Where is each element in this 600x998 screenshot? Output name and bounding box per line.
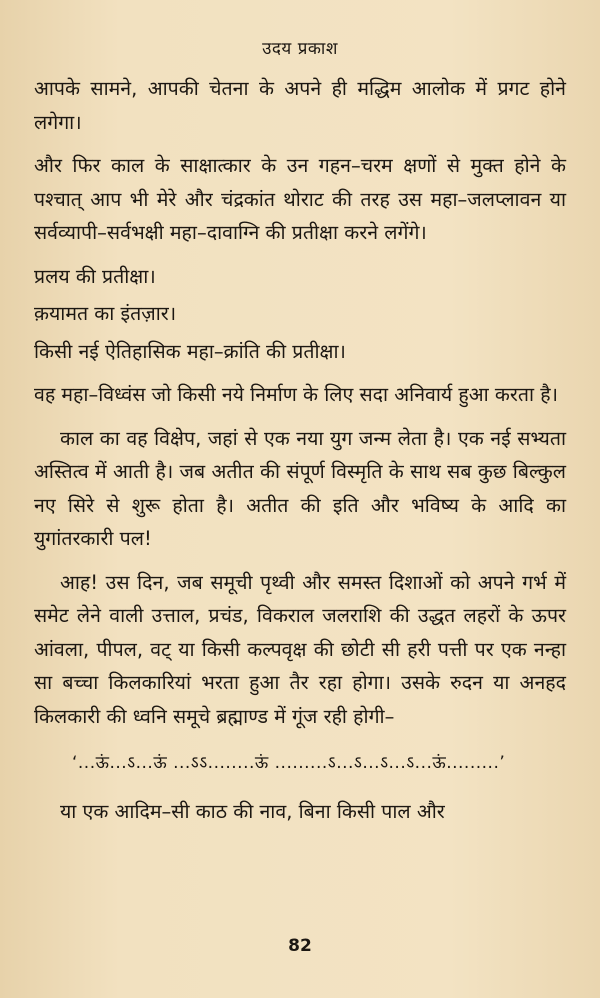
page-number: 82 [288,936,312,956]
page-body [34,72,566,838]
paragraph: आपके सामने, आपकी चेतना के अपने ही मद्धिम आलोक में प्रगट होने लगेगा। [34,77,566,134]
running-header: उदय प्रकाश [262,39,338,59]
paragraph: आह! उस दिन, जब समूची पृथ्वी और समस्त दिशाओं को अपने गर्भ में समेट लेने वाली उत्ताल, प्रचंड, विकराल जलराशि की उद्धत लहरों के ऊपर आंवला, पीपल, वट् या किसी कल्पवृक्ष की छोटी सी हरी पत्ती पर एक नन्हा सा बच्चा किलकारियां भरता हुआ तैर रहा होगा। उसके रुदन या अनहद किलकारी की ध्वनि समूचे ब्रह्माण्ड में गूंज रही होगी– [34,570,566,728]
chant-line: ‘...ऊं...ऽ...ऊं ...ऽऽ........ऊं .........ऽ...ऽ...ऽ...ऽ...ऊं.........’ [72,753,506,773]
paragraph: काल का वह विक्षेप, जहां से एक नया युग जन्म लेता है। एक नई सभ्यता अस्तित्व में आती है। जब अतीत की संपूर्ण विस्मृति के साथ सब कुछ बिल्कुल नए सिरे से शुरू होता है। अतीत की इति और भविष्य के आदि का युगांतरकारी पल! [34,426,566,550]
paragraph: वह महा–विध्वंस जो किसी नये निर्माण के लिए सदा अनिवार्य हुआ करता है। [34,383,558,406]
paragraph: या एक आदिम–सी काठ की नाव, बिना किसी पाल और [60,799,445,823]
paragraph: किसी नई ऐतिहासिक महा–क्रांति की प्रतीक्षा। [34,339,346,363]
paragraph: क़यामत का इंतज़ार। [34,302,177,325]
paragraph: प्रलय की प्रतीक्षा। [34,264,156,288]
paragraph: और फिर काल के साक्षात्कार के उन गहन–चरम क्षणों से मुक्त होने के पश्चात् आप भी मेरे और चंद्रकांत थोराट की तरह उस महा–जलप्लावन या सर्वव्यापी–सर्वभक्षी महा–दावाग्नि की प्रतीक्षा करने लगेंगे। [34,154,566,244]
